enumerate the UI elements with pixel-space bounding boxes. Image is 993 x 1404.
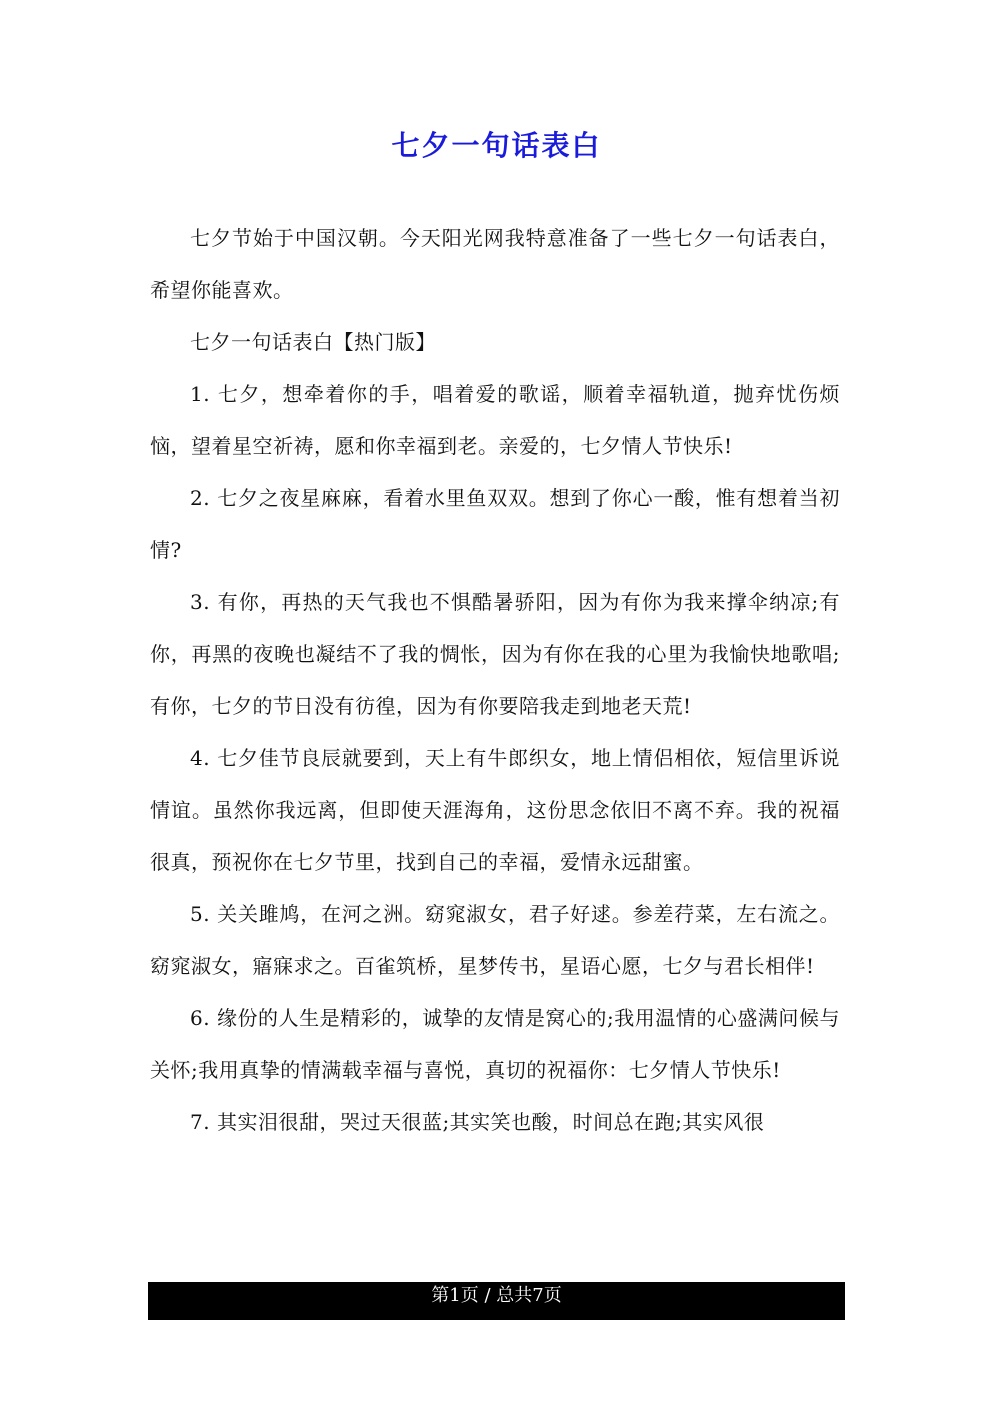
list-item-7: 7. 其实泪很甜，哭过天很蓝;其实笑也酸，时间总在跑;其实风很 <box>190 1110 765 1134</box>
list-item-3: 3. 有你，再热的天气我也不惧酷暑骄阳，因为有你为我来撑伞纳凉;有你，再黑的夜晚也凝结不了我的惆怅，因为有你在我的心里为我愉快地歌唱;有你，七夕的节日没有彷徨，因为有你要陪我走到地老天荒! <box>150 590 840 718</box>
intro-paragraph: 七夕节始于中国汉朝。今天阳光网我特意准备了一些七夕一句话表白，希望你能喜欢。 <box>150 226 840 302</box>
list-item-2: 2. 七夕之夜星麻麻，看着水里鱼双双。想到了你心一酸，惟有想着当初情? <box>150 486 840 562</box>
list-item-6: 6. 缘份的人生是精彩的，诚挚的友情是窝心的;我用温情的心盛满问候与关怀;我用真挚的情满载幸福与喜悦，真切的祝福你：七夕情人节快乐! <box>150 1006 840 1082</box>
list-item-1: 1. 七夕，想牵着你的手，唱着爱的歌谣，顺着幸福轨道，抛弃忧伤烦恼，望着星空祈祷，愿和你幸福到老。亲爱的，七夕情人节快乐! <box>150 382 840 458</box>
page-footer: 第1页 / 总共7页 <box>148 1282 845 1320</box>
list-item-5: 5. 关关雎鸠，在河之洲。窈窕淑女，君子好逑。参差荇菜，左右流之。窈窕淑女，寤寐求之。百雀筑桥，星梦传书，星语心愿，七夕与君长相伴! <box>150 902 840 978</box>
document-body <box>150 212 840 1148</box>
page-title: 七夕一句话表白 <box>391 129 602 162</box>
section-heading: 七夕一句话表白【热门版】 <box>190 330 436 354</box>
list-item-4: 4. 七夕佳节良辰就要到，天上有牛郎织女，地上情侣相依，短信里诉说情谊。虽然你我远离，但即使天涯海角，这份思念依旧不离不弃。我的祝福很真，预祝你在七夕节里，找到自己的幸福，爱情永远甜蜜。 <box>150 746 840 874</box>
